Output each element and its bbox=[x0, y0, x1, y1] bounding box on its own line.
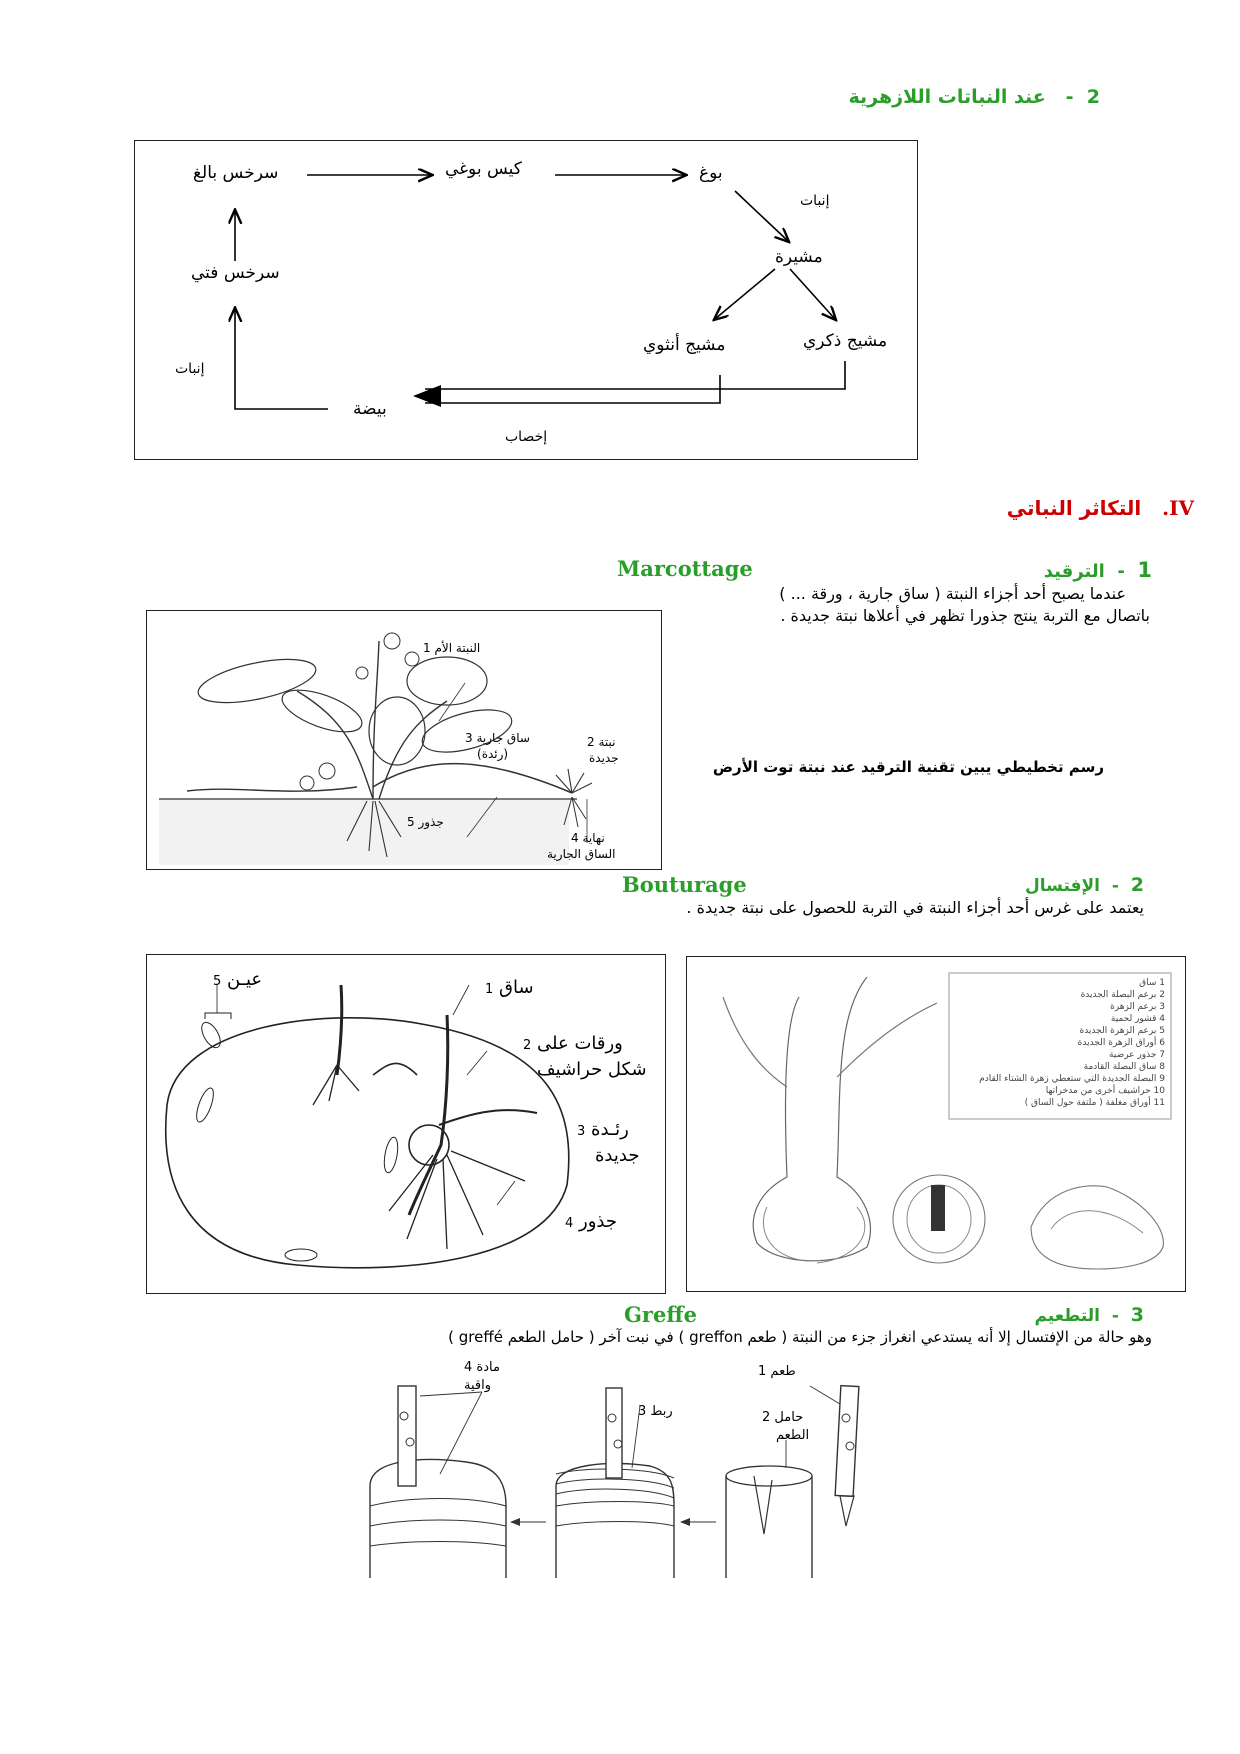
subheading-bouturage: 2 - الإفتسال bbox=[1025, 874, 1144, 896]
grafting-diagram bbox=[360, 1356, 950, 1578]
bouturage-text-1: يعتمد على غرس أحد أجزاء النبتة في التربة للحصول على نبتة جديدة . bbox=[686, 898, 1144, 917]
marcottage-text-1: عندما يصبح أحد أجزاء النبتة ( ساق جارية ، ورقة ... ) bbox=[779, 584, 1126, 603]
label-scale-leaves: 2 ورقات على bbox=[523, 1033, 623, 1054]
legend-item: 7 جذور عرضية bbox=[1109, 1050, 1165, 1060]
label-young-fern: سرخس فتي bbox=[191, 263, 280, 283]
marcottage-caption: رسم تخطيطي يبين تقنية الترقيد عند نبتة توت الأرض bbox=[712, 758, 1104, 776]
latin-marcottage: Marcottage bbox=[617, 556, 753, 581]
subheading-greffe: 3 - التطعيم bbox=[1034, 1304, 1144, 1326]
label-rootstock: 2 حامل bbox=[762, 1410, 804, 1425]
legend-item: 5 برعم الزهرة الجديدة bbox=[1079, 1026, 1165, 1036]
grafting-drawing bbox=[360, 1356, 950, 1578]
label-stolon-end: 4 نهاية bbox=[571, 831, 605, 845]
strawberry-diagram bbox=[146, 610, 662, 870]
label-germination-2: إنبات bbox=[175, 361, 205, 377]
label-rootstock-2: الطعم bbox=[776, 1428, 810, 1443]
label-spore: بوغ bbox=[699, 163, 723, 183]
fern-cycle-diagram bbox=[134, 140, 918, 460]
label-stolon: ساق جارية 3 bbox=[465, 731, 530, 745]
label-stem: 1 ساق bbox=[485, 977, 534, 998]
label-new-bud: 3 رئـدة bbox=[577, 1119, 629, 1140]
label-egg: بيضة bbox=[353, 399, 387, 419]
legend-item: 2 برعم البصلة الجديدة bbox=[1080, 990, 1165, 1000]
section-heading-flowerless: 2 - عند النباتات اللازهرية bbox=[848, 86, 1100, 108]
label-male-gamete: مشيج ذكري bbox=[803, 331, 888, 351]
legend-item: 3 برعم الزهرة bbox=[1110, 1002, 1165, 1012]
label-sporangium: كيس بوغي bbox=[445, 159, 522, 179]
label-new-plant-2: جديدة bbox=[589, 751, 619, 765]
label-scale-leaves-2: شكل حراشيف bbox=[537, 1059, 647, 1080]
label-stolon-sub: (رئدة) bbox=[477, 747, 509, 761]
legend-item: 9 البصلة الجديدة التي ستعطي زهرة الشتاء القادم bbox=[979, 1074, 1165, 1084]
label-potato-roots: 4 جذور bbox=[565, 1211, 617, 1232]
label-eye: 5 عيـن bbox=[213, 969, 263, 990]
latin-bouturage: Bouturage bbox=[622, 872, 747, 897]
label-fertilization: إخصاب bbox=[505, 429, 548, 445]
legend-item: 8 ساق البصلة القادمة bbox=[1083, 1062, 1165, 1072]
legend-item: 4 قشور لحمية bbox=[1110, 1014, 1165, 1024]
legend-item: 6 أوراق الزهرة الجديدة bbox=[1077, 1038, 1165, 1048]
label-stolon-end-2: الساق الجارية bbox=[547, 847, 616, 861]
label-new-plant: 2 نبتة bbox=[587, 735, 616, 749]
cycle-arrows bbox=[135, 141, 917, 459]
latin-greffe: Greffe bbox=[624, 1302, 697, 1327]
label-female-gamete: مشيج أنثوي bbox=[643, 335, 726, 355]
subheading-marcottage: 1 - الترقيد bbox=[1043, 558, 1152, 582]
label-scion: 1 طعم bbox=[758, 1364, 796, 1379]
legend-item: 11 أوراق مغلفة ( ملتفة حول الساق ) bbox=[1024, 1098, 1165, 1108]
label-roots: جذور 5 bbox=[407, 815, 444, 829]
legend-item: 1 ساق bbox=[1139, 978, 1165, 988]
label-tie: 3 ربط bbox=[638, 1404, 673, 1419]
label-new-bud-2: جديدة bbox=[595, 1145, 640, 1166]
marcottage-text-2: باتصال مع التربة ينتج جذورا تظهر في أعلاها نبتة جديدة . bbox=[780, 606, 1150, 625]
label-wax-2: واقية bbox=[464, 1378, 491, 1393]
potato-diagram bbox=[146, 954, 666, 1294]
bulb-diagram bbox=[686, 956, 1186, 1292]
label-adult-fern: سرخس بالغ bbox=[193, 163, 279, 183]
label-prothallus: مشيرة bbox=[775, 247, 823, 267]
greffe-text-1: وهو حالة من الإفتسال إلا أنه يستدعي انغراز جزء من النبتة ( طعم greffon ) في نبت آخر ( حامل الطعم greffé ) bbox=[448, 1328, 1152, 1346]
label-germination: إنبات bbox=[800, 193, 830, 209]
section-heading-vegetative: IV. التكاثر النباتي bbox=[1006, 496, 1194, 520]
legend-item: 10 حراشيف أخرى من مدخراتها bbox=[1045, 1086, 1165, 1096]
label-mother-plant: النبتة الأم 1 bbox=[423, 641, 481, 655]
bulb-legend bbox=[957, 977, 1165, 1109]
label-wax: 4 مادة bbox=[464, 1360, 500, 1375]
